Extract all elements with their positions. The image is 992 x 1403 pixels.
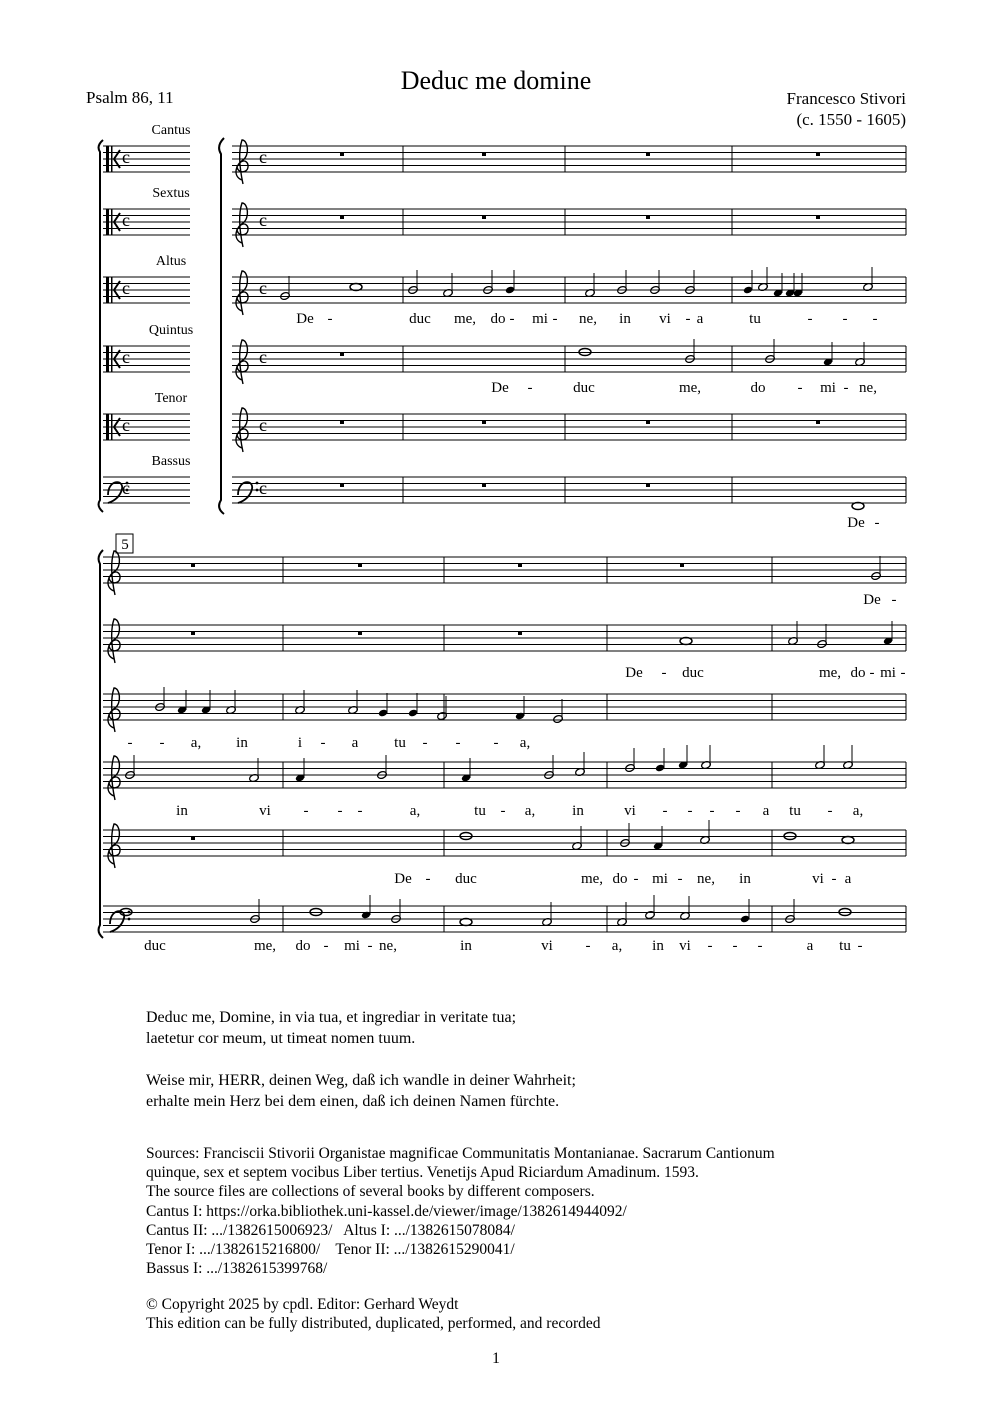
whole-rest bbox=[518, 632, 522, 636]
lyric-syllable: - bbox=[500, 803, 506, 819]
whole-rest bbox=[646, 421, 650, 425]
lyric-syllable: do bbox=[612, 871, 628, 887]
bass-clef-dot bbox=[256, 482, 259, 485]
whole-rest bbox=[340, 216, 344, 220]
latin-line: Deduc me, Domine, in via tua, et ingrediar in veritate tua; bbox=[146, 1009, 517, 1026]
lyric-syllable: me, bbox=[818, 665, 842, 681]
voice-name: Quintus bbox=[148, 323, 194, 338]
lyric-syllable: a bbox=[762, 803, 770, 819]
lyric-syllable: - bbox=[807, 311, 813, 327]
lyric-syllable: tu bbox=[474, 803, 486, 819]
bass-clef bbox=[108, 482, 122, 503]
c-clef-bar bbox=[106, 277, 109, 303]
whole-rest bbox=[340, 484, 344, 488]
time-signature: c bbox=[122, 147, 130, 167]
whole-rest bbox=[482, 153, 486, 157]
source-line: quinque, sex et septem vocibus Liber tertius. Venetijs Apud Riciardum Amadinum. 1593. bbox=[146, 1164, 699, 1182]
lyric-syllable: me, bbox=[453, 311, 477, 327]
lyric-syllable: - bbox=[455, 735, 461, 751]
lyric-syllable: - bbox=[585, 938, 591, 954]
treble-clef bbox=[108, 824, 120, 868]
c-clef-bar bbox=[111, 414, 113, 440]
whole-rest bbox=[191, 632, 195, 636]
whole-rest bbox=[646, 153, 650, 157]
lyric-syllable: a, bbox=[409, 803, 421, 819]
lyric-syllable: - bbox=[732, 938, 738, 954]
license-line: This edition can be fully distributed, duplicated, performed, and recorded bbox=[146, 1315, 601, 1333]
lyric-syllable: De bbox=[863, 592, 881, 608]
lyric-syllable: - bbox=[857, 938, 863, 954]
psalm-reference: Psalm 86, 11 bbox=[86, 88, 174, 107]
whole-rest bbox=[340, 353, 344, 357]
lyric-syllable: a, bbox=[524, 803, 536, 819]
latin-line: laetetur cor meum, ut timeat nomen tuum. bbox=[146, 1030, 416, 1047]
page-title: Deduc me domine bbox=[400, 66, 592, 95]
treble-clef bbox=[108, 756, 120, 800]
time-signature: c bbox=[259, 415, 267, 435]
text-translation bbox=[146, 1007, 576, 1133]
treble-clef bbox=[236, 271, 248, 315]
whole-note bbox=[680, 638, 692, 645]
score-text bbox=[116, 123, 906, 954]
whole-rest bbox=[191, 564, 195, 568]
time-signature: c bbox=[122, 478, 130, 498]
lyric-syllable: duc bbox=[409, 311, 431, 327]
lyric-syllable: me, bbox=[580, 871, 604, 887]
lyric-syllable: vi bbox=[541, 938, 553, 954]
treble-clef bbox=[236, 140, 248, 184]
time-signature: c bbox=[259, 210, 267, 230]
lyric-syllable: - bbox=[687, 803, 693, 819]
composer-dates: (c. 1550 - 1605) bbox=[796, 110, 906, 129]
time-signature: c bbox=[122, 347, 130, 367]
lyric-syllable: in bbox=[236, 735, 248, 751]
source-line: Cantus II: .../1382615006923/ Altus I: .../1382615078084/ bbox=[146, 1221, 515, 1239]
lyric-syllable: - bbox=[707, 938, 713, 954]
lyric-syllable: duc bbox=[573, 380, 595, 396]
lyric-syllable: - bbox=[357, 803, 363, 819]
voice-name: Tenor bbox=[154, 391, 188, 406]
lyric-syllable: - bbox=[552, 311, 558, 327]
treble-clef bbox=[236, 340, 248, 384]
bass-clef bbox=[238, 482, 252, 503]
whole-note bbox=[842, 837, 854, 844]
lyric-syllable: duc bbox=[682, 665, 704, 681]
lyric-syllable: - bbox=[327, 311, 333, 327]
lyric-syllable: - bbox=[900, 665, 906, 681]
lyric-syllable: mi bbox=[820, 380, 836, 396]
lyric-syllable: - bbox=[872, 311, 878, 327]
lyric-syllable: vi bbox=[624, 803, 636, 819]
lyric-syllable: De bbox=[296, 311, 314, 327]
lyric-syllable: in bbox=[739, 871, 751, 887]
source-line: The source files are collections of several books by different composers. bbox=[146, 1183, 595, 1201]
whole-rest bbox=[816, 421, 820, 425]
lyric-syllable: De bbox=[491, 380, 509, 396]
system-brace bbox=[219, 138, 224, 514]
german-line: erhalte mein Herz bei dem einen, daß ich deinen Namen fürchte. bbox=[146, 1093, 560, 1110]
whole-rest bbox=[358, 564, 362, 568]
whole-rest bbox=[340, 421, 344, 425]
lyric-syllable: - bbox=[303, 803, 309, 819]
whole-rest bbox=[816, 153, 820, 157]
voice-name: Altus bbox=[155, 254, 187, 269]
time-signature: c bbox=[259, 347, 267, 367]
c-clef-bar bbox=[106, 346, 109, 372]
c-clef-bar bbox=[106, 414, 109, 440]
treble-clef bbox=[236, 408, 248, 452]
latin-text bbox=[146, 1007, 576, 1049]
lyric-syllable: a bbox=[806, 938, 814, 954]
time-signature: c bbox=[122, 415, 130, 435]
time-signature: c bbox=[259, 147, 267, 167]
c-clef-bar bbox=[111, 146, 113, 172]
lyric-syllable: ne, bbox=[379, 938, 397, 954]
lyric-syllable: a, bbox=[611, 938, 623, 954]
lyric-syllable: ne, bbox=[859, 380, 877, 396]
time-signature: c bbox=[122, 210, 130, 230]
copyright-line: © Copyright 2025 by cpdl. Editor: Gerhard Weydt bbox=[146, 1296, 459, 1313]
composer-name: Francesco Stivori bbox=[786, 89, 906, 108]
c-clef-bar bbox=[106, 146, 109, 172]
whole-rest bbox=[482, 484, 486, 488]
lyric-syllable: De bbox=[625, 665, 643, 681]
whole-note bbox=[460, 919, 472, 926]
lyric-syllable: tu bbox=[749, 311, 761, 327]
lyric-syllable: De bbox=[394, 871, 412, 887]
lyric-syllable: mi bbox=[344, 938, 360, 954]
whole-rest bbox=[482, 421, 486, 425]
lyric-syllable: - bbox=[493, 735, 499, 751]
german-text bbox=[146, 1070, 576, 1112]
sources bbox=[146, 1144, 775, 1278]
c-clef-bar bbox=[111, 209, 113, 235]
bass-clef-dot bbox=[128, 911, 131, 914]
lyric-syllable: - bbox=[527, 380, 533, 396]
lyric-syllable: tu bbox=[839, 938, 851, 954]
lyric-syllable: a bbox=[844, 871, 852, 887]
source-line: Cantus I: https://orka.bibliothek.uni-kassel.de/viewer/image/1382614944092/ bbox=[146, 1202, 627, 1220]
lyric-syllable: in bbox=[619, 311, 631, 327]
lyric-syllable: - bbox=[127, 735, 133, 751]
lyric-syllable: - bbox=[874, 515, 880, 531]
lyric-syllable: a, bbox=[852, 803, 864, 819]
lyric-syllable: a, bbox=[190, 735, 202, 751]
c-clef-bar bbox=[111, 277, 113, 303]
lyric-syllable: do bbox=[850, 665, 866, 681]
lyric-syllable: - bbox=[323, 938, 329, 954]
whole-note bbox=[852, 503, 864, 510]
whole-rest bbox=[518, 564, 522, 568]
lyric-syllable: - bbox=[757, 938, 763, 954]
lyric-syllable: ne, bbox=[697, 871, 715, 887]
c-clef-bar bbox=[106, 209, 109, 235]
lyric-syllable: - bbox=[827, 803, 833, 819]
lyric-syllable: - bbox=[425, 871, 431, 887]
measure-number: 5 bbox=[121, 537, 129, 553]
copyright bbox=[146, 1295, 601, 1333]
source-line: Sources: Franciscii Stivorii Organistae magnificae Communitatis Montanianae. Sacrarum Cantionum bbox=[146, 1145, 775, 1162]
lyric-syllable: in bbox=[176, 803, 188, 819]
lyric-syllable: - bbox=[337, 803, 343, 819]
lyric-syllable: vi bbox=[679, 938, 691, 954]
lyric-syllable: - bbox=[797, 380, 803, 396]
lyric-syllable: - bbox=[735, 803, 741, 819]
whole-rest bbox=[646, 216, 650, 220]
treble-clef bbox=[108, 619, 120, 663]
lyric-syllable: vi bbox=[259, 803, 271, 819]
lyric-syllable: a bbox=[351, 735, 359, 751]
lyric-syllable: - bbox=[831, 871, 837, 887]
c-clef-bar bbox=[111, 346, 113, 372]
bass-clef-dot bbox=[128, 918, 131, 921]
lyric-syllable: - bbox=[891, 592, 897, 608]
lyric-syllable: tu bbox=[394, 735, 406, 751]
time-signature: c bbox=[122, 278, 130, 298]
lyric-syllable: - bbox=[842, 311, 848, 327]
whole-note bbox=[350, 284, 362, 291]
german-line: Weise mir, HERR, deinen Weg, daß ich wandle in deiner Wahrheit; bbox=[146, 1072, 576, 1089]
lyric-syllable: me, bbox=[678, 380, 702, 396]
page-number: 1 bbox=[492, 1350, 500, 1367]
lyric-syllable: - bbox=[422, 735, 428, 751]
time-signature: c bbox=[259, 478, 267, 498]
lyric-syllable: duc bbox=[144, 938, 166, 954]
whole-rest bbox=[482, 216, 486, 220]
whole-rest bbox=[340, 153, 344, 157]
treble-clef bbox=[108, 688, 120, 732]
lyric-syllable: me, bbox=[253, 938, 277, 954]
system-brace bbox=[99, 550, 103, 938]
lyric-syllable: in bbox=[572, 803, 584, 819]
lyric-syllable: - bbox=[677, 871, 683, 887]
whole-rest bbox=[646, 484, 650, 488]
lyric-syllable: - bbox=[869, 665, 875, 681]
source-line: Tenor I: .../1382615216800/ Tenor II: .../1382615290041/ bbox=[146, 1241, 515, 1259]
lyric-syllable: De bbox=[847, 515, 865, 531]
lyric-syllable: do bbox=[490, 311, 506, 327]
lyric-syllable: - bbox=[320, 735, 326, 751]
bass-clef-dot bbox=[256, 489, 259, 492]
lyric-syllable: ne, bbox=[579, 311, 597, 327]
lyric-syllable: vi bbox=[659, 311, 671, 327]
whole-rest bbox=[816, 216, 820, 220]
lyric-syllable: - bbox=[685, 311, 691, 327]
lyric-syllable: mi bbox=[652, 871, 668, 887]
lyric-syllable: a bbox=[696, 311, 704, 327]
lyric-syllable: in bbox=[460, 938, 472, 954]
lyric-syllable: - bbox=[633, 871, 639, 887]
lyric-syllable: a, bbox=[519, 735, 531, 751]
whole-rest bbox=[358, 632, 362, 636]
lyric-syllable: - bbox=[159, 735, 165, 751]
lyric-syllable: - bbox=[662, 803, 668, 819]
lyric-syllable: duc bbox=[455, 871, 477, 887]
voice-name: Sextus bbox=[152, 186, 190, 201]
lyric-syllable: in bbox=[652, 938, 664, 954]
system-brace bbox=[99, 140, 103, 512]
lyric-syllable: i bbox=[297, 735, 303, 751]
voice-name: Cantus bbox=[151, 123, 191, 138]
lyric-syllable: do bbox=[295, 938, 311, 954]
time-signature: c bbox=[259, 278, 267, 298]
lyric-syllable: tu bbox=[789, 803, 801, 819]
whole-rest bbox=[680, 564, 684, 568]
whole-rest bbox=[191, 837, 195, 841]
treble-clef bbox=[108, 551, 120, 595]
lyric-syllable: vi bbox=[812, 871, 824, 887]
source-line: Bassus I: .../1382615399768/ bbox=[146, 1260, 328, 1278]
lyric-syllable: - bbox=[367, 938, 373, 954]
lyric-syllable: - bbox=[661, 665, 667, 681]
lyric-syllable: - bbox=[509, 311, 515, 327]
lyric-syllable: mi bbox=[532, 311, 548, 327]
lyric-syllable: - bbox=[843, 380, 849, 396]
lyric-syllable: mi bbox=[880, 665, 896, 681]
lyric-syllable: do bbox=[750, 380, 766, 396]
voice-name: Bassus bbox=[151, 454, 191, 469]
treble-clef bbox=[236, 203, 248, 247]
lyric-syllable: - bbox=[709, 803, 715, 819]
